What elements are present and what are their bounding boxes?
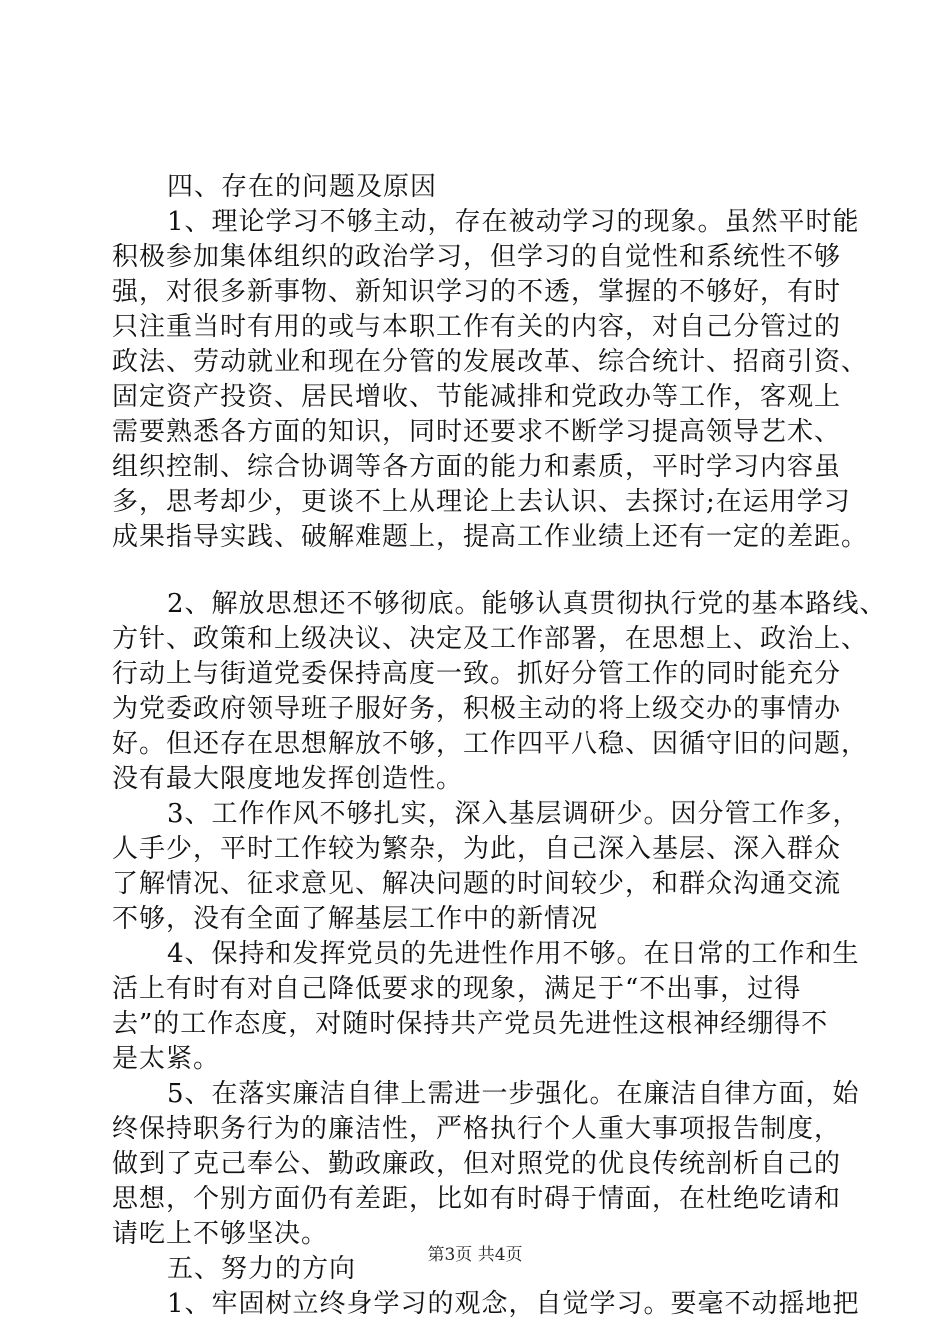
paragraph-line: 积极参加集体组织的政治学习，但学习的自觉性和系统性不够 — [112, 242, 842, 272]
paragraph-line: 5、在落实廉洁自律上需进一步强化。在廉洁自律方面，始 — [167, 1079, 860, 1109]
paragraph-line: 只注重当时有用的或与本职工作有关的内容，对自己分管过的 — [112, 312, 842, 342]
paragraph-line: 行动上与街道党委保持高度一致。抓好分管工作的同时能充分 — [112, 659, 842, 689]
paragraph-line: 终保持职务行为的廉洁性，严格执行个人重大事项报告制度， — [112, 1114, 842, 1144]
paragraph-line: 2、解放思想还不够彻底。能够认真贯彻执行党的基本路线、 — [167, 589, 887, 619]
paragraph-line: 固定资产投资、居民增收、节能减排和党政办等工作，客观上 — [112, 382, 842, 412]
paragraph-integrity — [112, 1077, 860, 1252]
paragraph-line: 强，对很多新事物、新知识学习的不透，掌握的不够好，有时 — [112, 277, 842, 307]
paragraph-line: 是太紧。 — [112, 1044, 221, 1074]
paragraph-line: 1、理论学习不够主动，存在被动学习的现象。虽然平时能 — [167, 207, 860, 237]
paragraph-line: 政法、劳动就业和现在分管的发展改革、综合统计、招商引资、 — [112, 347, 869, 377]
section-heading-problems: 四、存在的问题及原因 — [167, 172, 438, 202]
paragraph-line: 做到了克己奉公、勤政廉政，但对照党的优良传统剖析自己的 — [112, 1149, 842, 1179]
paragraph-line: 活上有时有对自己降低要求的现象，满足于“不出事，过得 — [112, 974, 802, 1004]
paragraph-line: 1、牢固树立终身学习的观念，自觉学习。要毫不动摇地把 — [167, 1289, 860, 1319]
paragraph-party-member-role — [112, 937, 860, 1077]
page-footer: 第3页 共4页 — [427, 1245, 523, 1265]
paragraph-line: 不够，没有全面了解基层工作中的新情况 — [112, 904, 599, 934]
paragraph-line: 好。但还存在思想解放不够，工作四平八稳、因循守旧的问题， — [112, 729, 869, 759]
paragraph-line: 没有最大限度地发挥创造性。 — [112, 764, 464, 794]
paragraph-line: 人手少，平时工作较为繁杂，为此，自己深入基层、深入群众 — [112, 834, 842, 864]
paragraph-line: 4、保持和发挥党员的先进性作用不够。在日常的工作和生 — [167, 939, 860, 969]
paragraph-gap — [112, 555, 842, 587]
section-heading-direction: 五、努力的方向 — [167, 1254, 357, 1284]
paragraph-line: 3、工作作风不够扎实，深入基层调研少。因分管工作多， — [167, 799, 860, 829]
paragraph-line: 成果指导实践、破解难题上，提高工作业绩上还有一定的差距。 — [112, 522, 869, 552]
paragraph-line: 方针、政策和上级决议、决定及工作部署，在思想上、政治上、 — [112, 624, 869, 654]
document-body — [112, 170, 887, 1322]
paragraph-line: 为党委政府领导班子服好务，积极主动的将上级交办的事情办 — [112, 694, 842, 724]
paragraph-line: 去”的工作态度，对随时保持共产党员先进性这根神经绷得不 — [112, 1009, 829, 1039]
paragraph-emancipate-mind — [112, 587, 887, 797]
paragraph-line: 多，思考却少，更谈不上从理论上去认识、去探讨;在运用学习 — [112, 487, 851, 517]
paragraph-line: 请吃上不够坚决。 — [112, 1219, 329, 1249]
paragraph-line: 了解情况、征求意见、解决问题的时间较少，和群众沟通交流 — [112, 869, 842, 899]
paragraph-work-style — [112, 797, 860, 937]
paragraph-line: 需要熟悉各方面的知识，同时还要求不断学习提高领导艺术、 — [112, 417, 842, 447]
paragraph-theory-study — [112, 205, 869, 555]
paragraph-line: 组织控制、综合协调等各方面的能力和素质，平时学习内容虽 — [112, 452, 842, 482]
paragraph-line: 思想，个别方面仍有差距，比如有时碍于情面，在杜绝吃请和 — [112, 1184, 842, 1214]
paragraph-lifelong-learning — [112, 1287, 860, 1322]
